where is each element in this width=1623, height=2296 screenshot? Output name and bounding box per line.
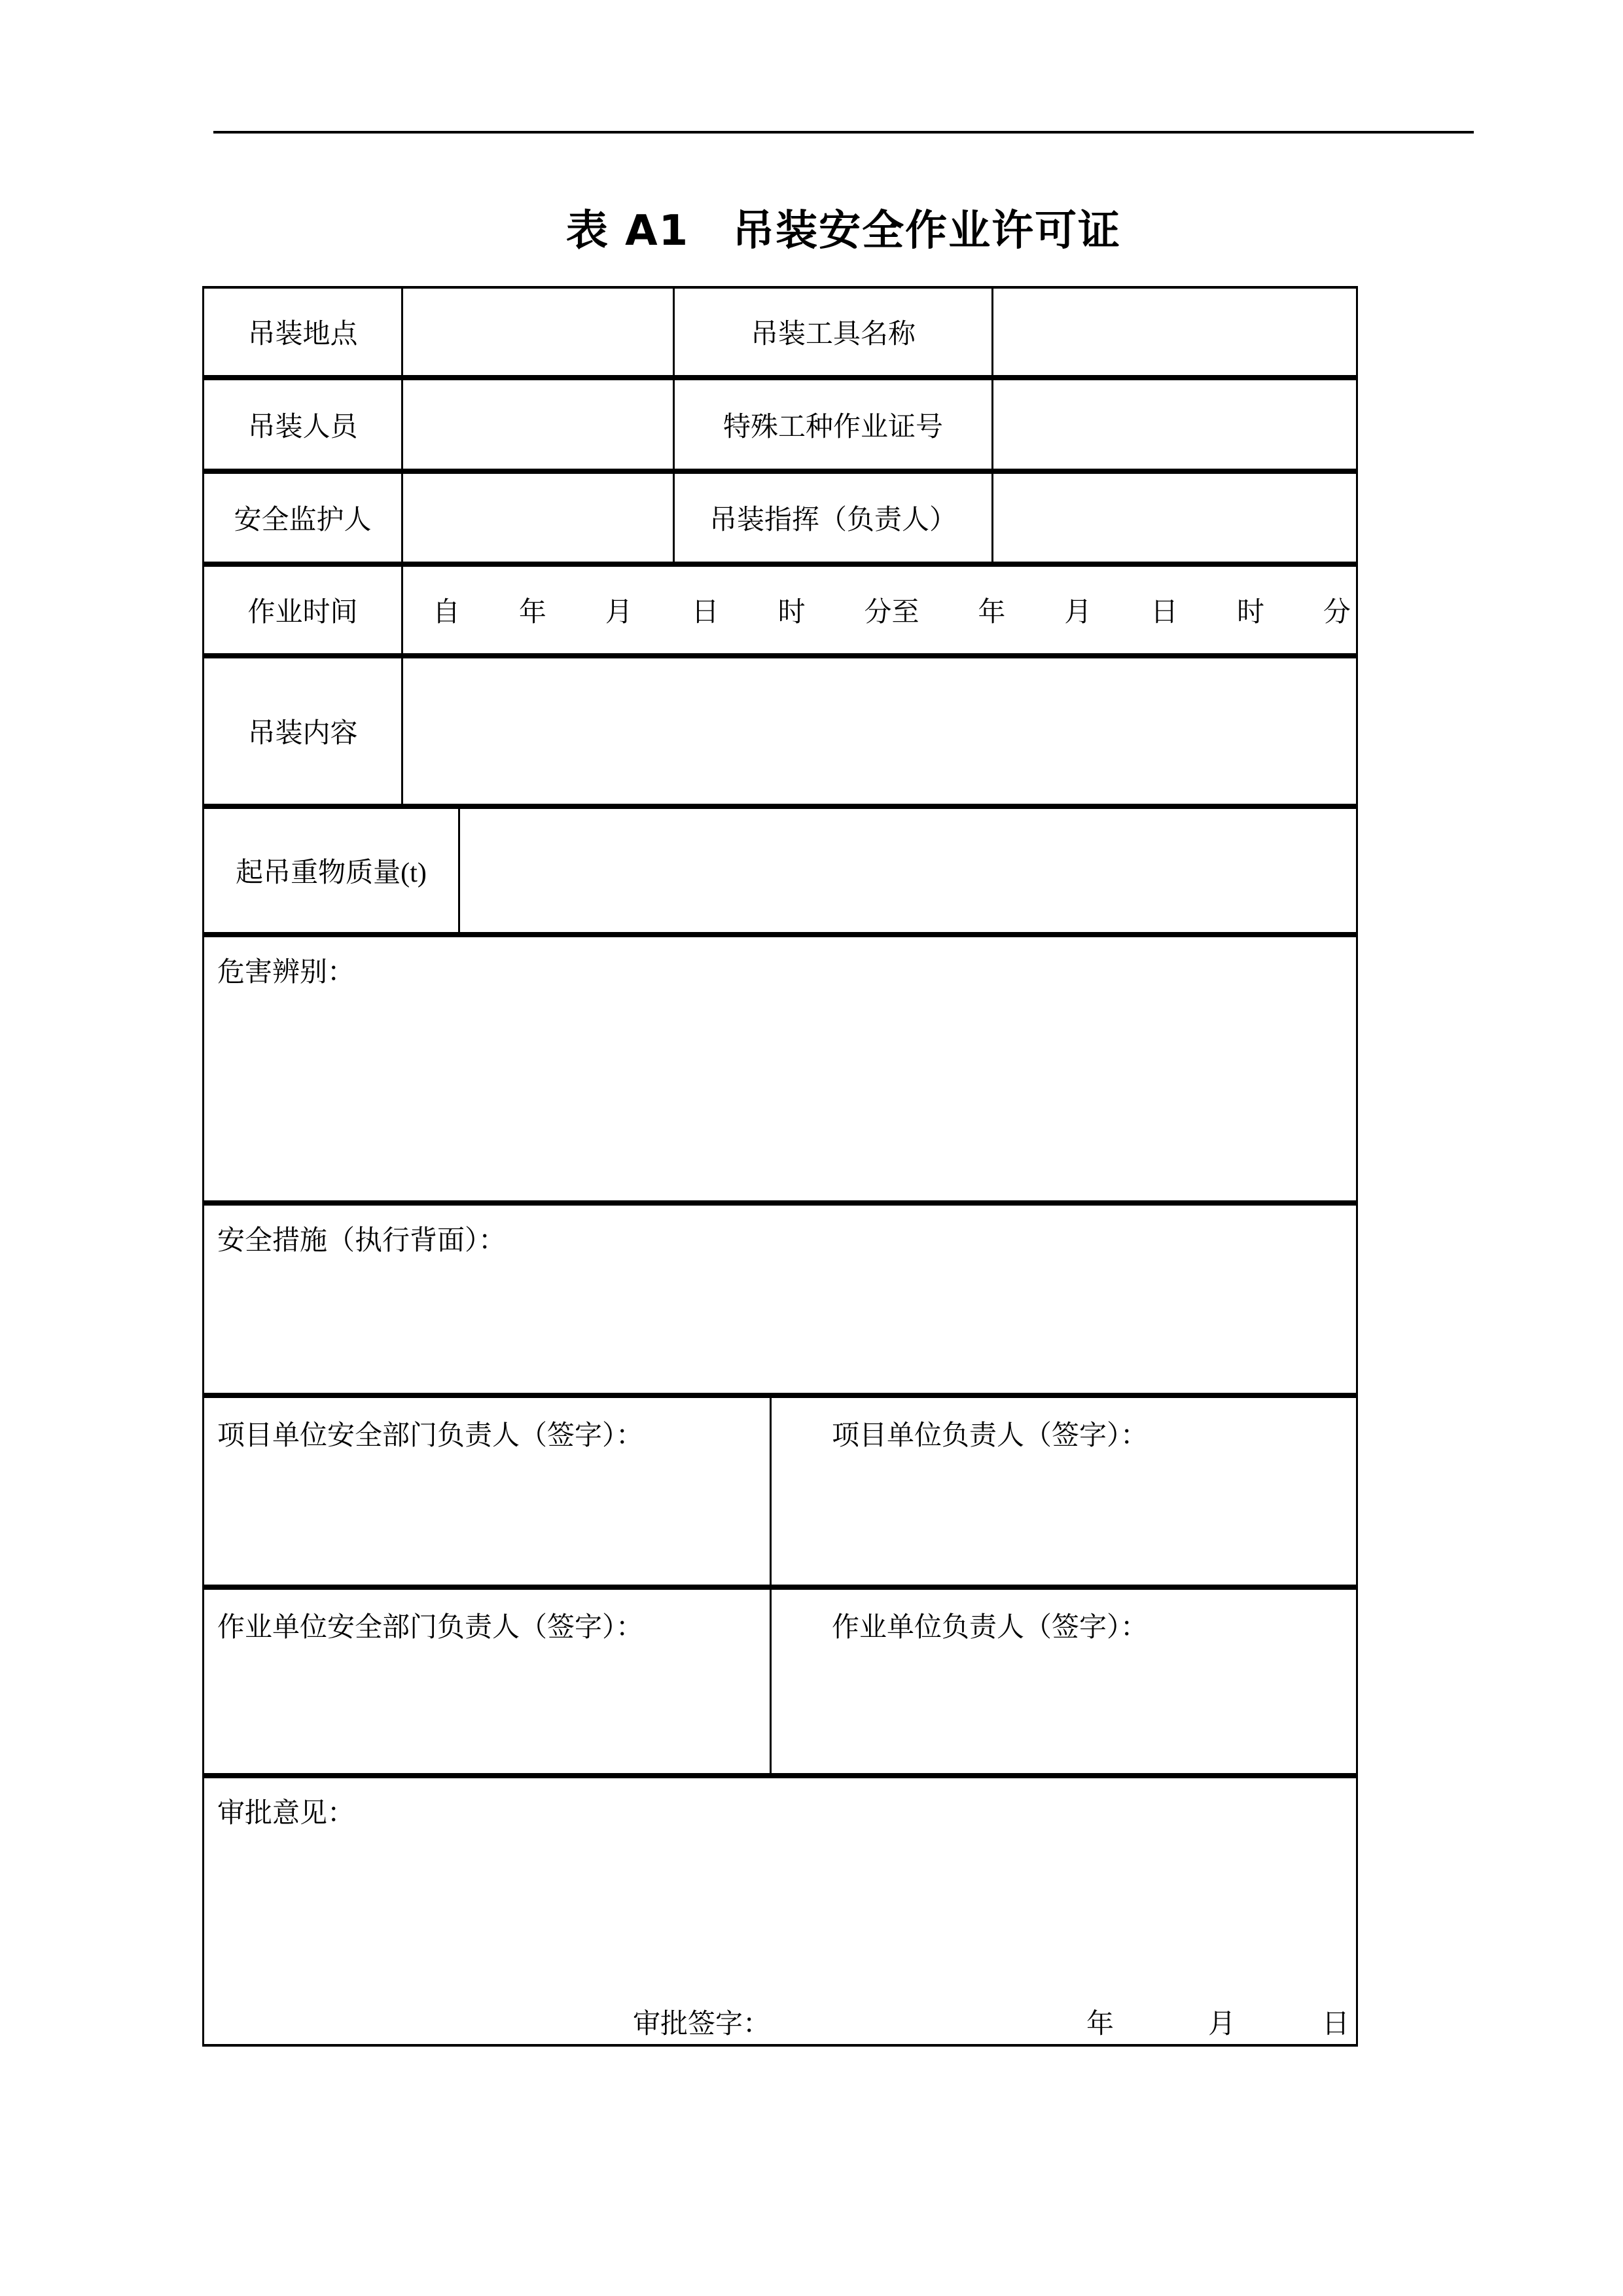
special-work-cert-label: 特殊工种作业证号 xyxy=(675,380,993,469)
table-row-content xyxy=(204,658,1356,809)
table-row-sign-work xyxy=(204,1590,1356,1778)
approval-signature-label: 审批签字： xyxy=(633,2009,771,2039)
approval-date-day: 日 xyxy=(1322,2009,1350,2039)
table-row-worktime xyxy=(204,567,1356,658)
time-token-month1: 月 xyxy=(605,598,633,628)
lifting-tool-name-label: 吊装工具名称 xyxy=(675,289,993,375)
time-token-year2: 年 xyxy=(978,598,1006,628)
lifting-commander-value-cell xyxy=(993,474,1356,562)
page-header-rule xyxy=(213,131,1474,134)
work-safety-dept-sign-label: 作业单位安全部门负责人（签字）： xyxy=(204,1590,772,1773)
time-token-hour2: 时 xyxy=(1237,598,1265,628)
time-token-day2: 日 xyxy=(1150,598,1179,628)
work-time-label: 作业时间 xyxy=(204,567,403,653)
lifting-content-label: 吊装内容 xyxy=(204,658,403,804)
lifting-personnel-label: 吊装人员 xyxy=(204,380,403,469)
lifted-weight-label: 起吊重物质量(t) xyxy=(204,809,460,932)
approval-opinion-label: 审批意见： xyxy=(217,1799,355,1829)
time-token-min-to: 分至 xyxy=(864,598,919,628)
safety-guardian-value-cell xyxy=(403,474,675,562)
work-unit-sign-label: 作业单位负责人（签字）： xyxy=(832,1613,1149,1643)
special-work-cert-value-cell xyxy=(993,380,1356,469)
table-row-sign-project xyxy=(204,1398,1356,1590)
safety-guardian-label: 安全监护人 xyxy=(204,474,403,562)
approval-date-year: 年 xyxy=(1086,2009,1115,2039)
approval-date-month: 月 xyxy=(1208,2009,1236,2039)
table-row-measures xyxy=(204,1206,1356,1398)
lifting-tool-name-value-cell xyxy=(993,289,1356,375)
lifting-permit-table xyxy=(202,286,1358,2047)
work-time-blanks xyxy=(403,567,1356,653)
safety-measures-label: 安全措施（执行背面）： xyxy=(217,1226,507,1256)
table-row-approval xyxy=(204,1778,1356,2044)
lifting-content-value-cell xyxy=(403,658,1356,804)
lifting-personnel-value-cell xyxy=(403,380,675,469)
table-row-personnel xyxy=(204,380,1356,474)
table-row-location xyxy=(204,289,1356,380)
time-token-hour1: 时 xyxy=(777,598,806,628)
hazard-identification-label: 危害辨别： xyxy=(217,958,355,988)
time-token-month2: 月 xyxy=(1064,598,1092,628)
lifting-location-label: 吊装地点 xyxy=(204,289,403,375)
project-unit-sign-label: 项目单位负责人（签字）： xyxy=(832,1421,1149,1451)
lifted-weight-value-cell xyxy=(460,809,1356,932)
page-title: 表 A1 吊装安全作业许可证 xyxy=(565,207,1122,255)
table-row-hazard xyxy=(204,937,1356,1206)
time-token-from: 自 xyxy=(433,598,461,628)
lifting-commander-label: 吊装指挥（负责人） xyxy=(675,474,993,562)
time-token-year1: 年 xyxy=(518,598,546,628)
table-row-weight xyxy=(204,809,1356,937)
lifting-location-value-cell xyxy=(403,289,675,375)
project-safety-dept-sign-label: 项目单位安全部门负责人（签字）： xyxy=(204,1398,772,1585)
table-row-guardian xyxy=(204,474,1356,567)
time-token-min2: 分 xyxy=(1323,598,1351,628)
time-token-day1: 日 xyxy=(691,598,719,628)
